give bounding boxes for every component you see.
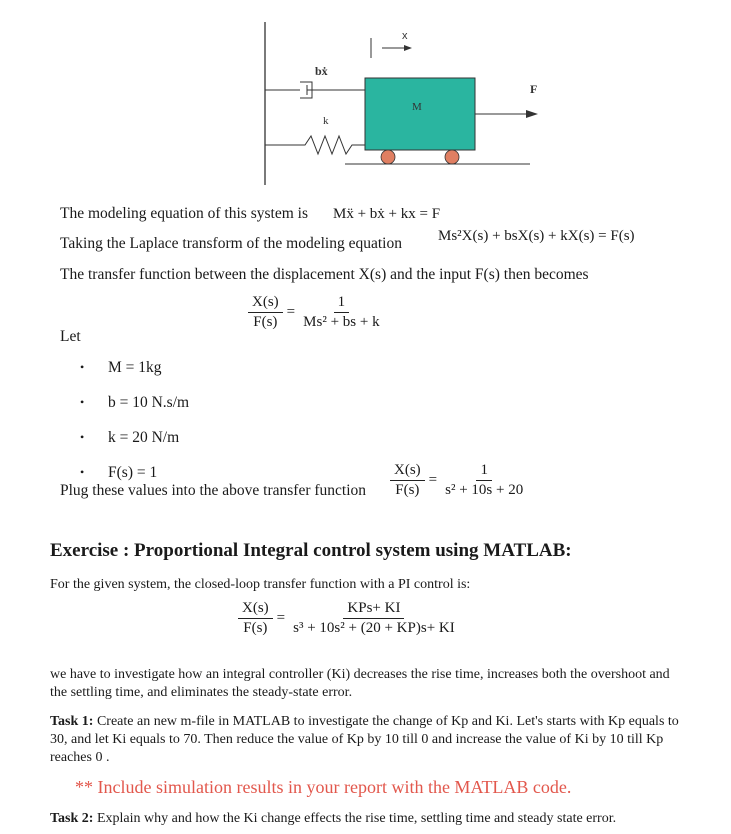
plug-numerator: X(s) (390, 462, 425, 481)
pi-denominator: F(s) (243, 620, 268, 636)
task1 (50, 713, 690, 767)
include-note: ** Include simulation results in your report with the MATLAB code. (75, 777, 572, 797)
list-item: • F(s) = 1 (80, 463, 158, 481)
pi-rhs-denominator: s³ + 10s² + (20 + KP)s+ KI (293, 620, 455, 636)
pi-rhs-numerator: KPs+ KI (343, 600, 404, 619)
damper-label: bẋ (315, 64, 328, 78)
tf-rhs-numerator: 1 (334, 294, 350, 313)
transfer-function: $\frac{X(s)}{F(s)}$ = $\frac{1}{\text{Ms² + bs + k}}$ (248, 294, 384, 331)
mass-label: M (412, 101, 422, 113)
tf-denominator: F(s) (253, 314, 278, 330)
force-label: F (530, 82, 538, 96)
tf-numerator: X(s) (248, 294, 283, 313)
list-item: • b = 10 N.s/m (80, 393, 190, 411)
exercise-title: Exercise : Proportional Integral control system using MATLAB: (50, 540, 572, 561)
task1-text: Create an new m-file in MATLAB to investigate the change of Kp and Ki. Let's starts with Kp equals to 30, and let Ki equals to 70. Then reduce the value of Kp by 10 till 0 and increase the value of Ki by 10 till Kp reaches 0 . (50, 714, 679, 765)
mass-spring-damper-diagram (0, 0, 731, 200)
laplace-text: Taking the Laplace transform of the modeling equation (60, 235, 402, 252)
exercise-intro: For the given system, the closed-loop transfer function with a PI control is: (50, 577, 471, 592)
task1-label: Task 1: (50, 714, 94, 729)
wheel-left (381, 150, 395, 164)
force-arrow-head (526, 110, 538, 118)
plug-text: Plug these values into the above transfer function (60, 482, 367, 499)
pi-numerator: X(s) (238, 600, 273, 619)
spring-label: k (323, 115, 329, 127)
plug-rhs-denominator: s² + 10s + 20 (445, 482, 524, 498)
task2 (50, 810, 616, 828)
x-label: x (402, 30, 408, 42)
modeling-text: The modeling equation of this system is (60, 205, 308, 222)
list-item: • M = 1kg (80, 358, 162, 376)
transfer-text: The transfer function between the displacement X(s) and the input F(s) then becomes (60, 266, 589, 283)
task2-label: Task 2: (50, 811, 94, 826)
plug-denominator: F(s) (395, 482, 420, 498)
task2-text: Explain why and how the Ki change effects the rise time, settling time and steady state error. (93, 811, 617, 826)
let-label: Let (60, 328, 81, 345)
pi-transfer-function: $\frac{X(s)}{F(s)}$ = $\frac{\text{KPs+ KI}}{\text{s³ + 10s² + (20 + KP)s+ KI}}$ (238, 600, 459, 637)
modeling-equation: Mẍ + bẋ + kx = F (333, 206, 441, 222)
investigate-text: we have to investigate how an integral controller (Ki) decreases the rise time, increases both the overshoot and the settling time, and eliminates the steady-state error. (50, 667, 670, 700)
list-item: • k = 20 N/m (80, 428, 180, 446)
parameter-list (80, 350, 189, 490)
wheel-right (445, 150, 459, 164)
tf-rhs-denominator: Ms² + bs + k (303, 314, 380, 330)
spring (265, 136, 365, 154)
mass-block (365, 78, 475, 150)
laplace-equation: Ms²X(s) + bsX(s) + kX(s) = F(s) (438, 228, 635, 244)
x-arrow-head (404, 45, 412, 51)
plug-rhs-numerator: 1 (476, 462, 492, 481)
plug-transfer-function: $\frac{X(s)}{F(s)}$ = $\frac{1}{\text{s² + 10s + 20}}$ (390, 462, 527, 499)
